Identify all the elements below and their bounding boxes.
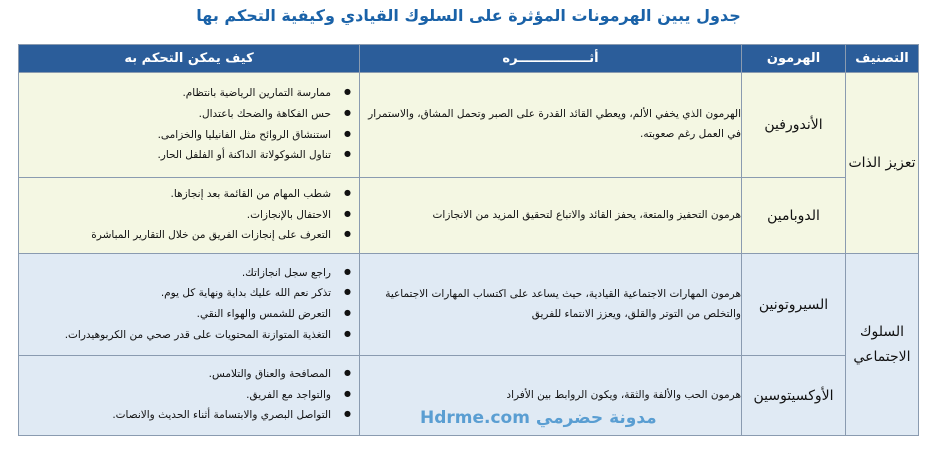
header-control: كيف يمكن التحكم به [19,45,360,73]
list-item: ● التعرض للشمس والهواء النقي. [25,307,331,323]
watermark: مدونة حضرمي Hdrme.com [420,408,657,428]
header-effect: أثــــــــــــــــره [360,45,742,73]
hormone-effect: هرمون التحفيز والمتعة، يحفز القائد والاتباع لتحقيق المزيد من الانجازات [360,178,742,254]
category-social: السلوك الاجتماعي [846,254,919,436]
header-hormone: الهرمون [742,45,846,73]
hormones-table [18,44,919,436]
control-list [19,367,359,424]
list-item: ● التغذية المتوازنة المحتويات على قدر صحي من الكربوهيدرات. [25,328,331,344]
list-item: ● شطب المهام من القائمة بعد إنجازها. [25,187,331,203]
hormone-name: الأندورفين [742,73,846,178]
header-row [19,45,919,73]
table-row [19,254,919,356]
list-item: ● راجع سجل انجازاتك. [25,266,331,282]
table-row [19,73,919,178]
control-cell [19,356,360,436]
table-row [19,178,919,254]
control-cell [19,73,360,178]
list-item: ● التواصل البصري والابتسامة أثناء الحديث والانصات. [25,408,331,424]
category-self: تعزيز الذات [846,73,919,254]
hormone-effect: الهرمون الذي يخفي الألم، ويعطي القائد القدرة على الصبر وتحمل المشاق، والاستمرار في العمل رغم صعوبته. [360,73,742,178]
list-item: ● حس الفكاهة والضحك باعتدال. [25,107,331,123]
page-title: جدول يبين الهرمونات المؤثرة على السلوك القيادي وكيفية التحكم بها [196,6,741,25]
list-item: ● تناول الشوكولاتة الداكنة أو الفلفل الحار. [25,148,331,164]
hormone-name: السيروتونين [742,254,846,356]
list-item: ● الاحتفال بالإنجازات. [25,208,331,224]
list-item: ● والتواجد مع الفريق. [25,388,331,404]
hormone-effect: هرمون المهارات الاجتماعية القيادية، حيث يساعد على اكتساب المهارات الاجتماعية والتخلص من التوتر والقلق، ويعزز الانتماء للفريق [360,254,742,356]
control-list [19,187,359,244]
list-item: ● استنشاق الروائح مثل الفانيليا والخزامى. [25,128,331,144]
list-item: ● ممارسة التمارين الرياضية بانتظام. [25,86,331,102]
hormone-name: الدوبامين [742,178,846,254]
list-item: ● تذكر نعم الله عليك بداية ونهاية كل يوم. [25,286,331,302]
control-list [19,86,359,164]
list-item: ● المصافحة والعناق والتلامس. [25,367,331,383]
control-cell [19,178,360,254]
control-list [19,266,359,344]
header-category: التصنيف [846,45,919,73]
list-item: ● التعرف على إنجازات الفريق من خلال التقارير المباشرة [25,228,331,244]
hormone-effect: هرمون الحب والألفة والثقة، ويكون الروابط بين الأفراد [360,356,742,436]
hormone-name: الأوكسيتوسين [742,356,846,436]
control-cell [19,254,360,356]
